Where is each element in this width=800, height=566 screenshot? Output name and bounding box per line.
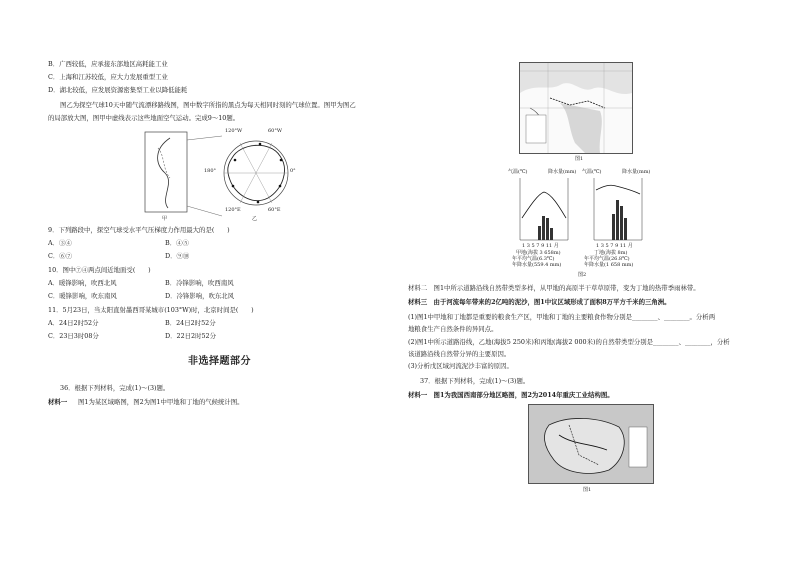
right-rain-axis: 降水量(mm) bbox=[622, 169, 651, 175]
q9-option-a: A．③④ bbox=[48, 239, 72, 247]
yi-point bbox=[279, 185, 282, 188]
right-avg-temp: 年平均气温(26.8℃) bbox=[584, 256, 630, 262]
balloon-figure bbox=[140, 128, 300, 226]
rain-bar bbox=[624, 218, 627, 240]
q9-option-d: D．⑨⑩ bbox=[165, 252, 190, 260]
fig37-caption: 图1 bbox=[583, 487, 592, 493]
q36-2-line-2: 该道路沿线自然带分异的主要原因。 bbox=[408, 350, 511, 358]
question-9: 9．下列路段中，探空气球受水平气压梯度力作用最大的是( ) bbox=[48, 226, 230, 234]
right-chart-svg bbox=[582, 176, 654, 248]
map-land-north bbox=[520, 63, 632, 94]
rain-bar bbox=[550, 228, 553, 240]
rain-bar bbox=[542, 216, 545, 240]
q11-option-d: D．22日2时52分 bbox=[165, 332, 217, 340]
q36-1-line-1: (1)图1中甲地和丁地都是重要的粮食生产区，甲地和丁地的主要粮食作物分别是________、________。分析两 bbox=[408, 313, 716, 321]
yi-point bbox=[234, 159, 237, 162]
q11-option-c: C．23日3时08分 bbox=[48, 332, 99, 340]
left-chart-svg bbox=[508, 176, 580, 248]
option-c-prev: C．上海和江苏较低，应大力发展重型工业 bbox=[48, 73, 168, 81]
option-b-prev: B．广西较低，应承接东部地区高耗能工业 bbox=[48, 60, 168, 68]
zoom-line-bottom bbox=[187, 206, 222, 216]
option-d-prev: D．湖北较低，应发展资源密集型工业以降低能耗 bbox=[48, 86, 188, 94]
climate-chart-right bbox=[582, 168, 654, 268]
q10-option-a: A．暖锋影响，吹西北风 bbox=[48, 279, 117, 287]
right-temp-axis: 气温(℃) bbox=[582, 169, 602, 175]
rain-bar bbox=[538, 226, 541, 240]
left-place: 甲地(海拔 3 658m) bbox=[516, 250, 561, 256]
material-2: 材料二 图1中所示道路沿线自然带类型多样，从甲地的高原半干草草原带，变为丁地的热带季雨林带。 bbox=[408, 284, 700, 292]
label-60w: 60°W bbox=[268, 128, 283, 134]
material-37: 材料一 图1为我国西南部分地区略图，图2为2014年重庆工业结构图。 bbox=[408, 391, 614, 399]
material-1-label: 材料一 bbox=[48, 398, 68, 406]
jia-dashed bbox=[158, 148, 170, 178]
yi-point bbox=[280, 159, 283, 162]
left-rain-axis: 降水量(mm) bbox=[548, 169, 577, 175]
q11-option-a: A．24日2时52分 bbox=[48, 319, 99, 327]
material-1-text: 图1为某区域略图，图2为图1中甲地和丁地的气候统计图。 bbox=[78, 398, 244, 406]
intro-line-2: 的局部放大图，图甲中虚线表示这些地面空气运动。完成9～10题。 bbox=[48, 114, 240, 122]
climate-chart-left bbox=[508, 168, 580, 268]
q9-option-b: B．④⑤ bbox=[165, 239, 189, 247]
q9-option-c: C．⑥⑦ bbox=[48, 252, 73, 260]
fig1-caption: 图1 bbox=[575, 156, 584, 162]
map-legend bbox=[629, 427, 647, 467]
rain-bar bbox=[620, 206, 623, 240]
label-120w: 120°W bbox=[225, 128, 243, 134]
label-jia: 甲 bbox=[162, 216, 168, 222]
label-120e: 120°E bbox=[225, 207, 241, 213]
label-60e: 60°E bbox=[268, 207, 281, 213]
label-yi: 乙 bbox=[252, 216, 258, 222]
label-0: 0° bbox=[290, 168, 296, 174]
region-map-svg bbox=[520, 63, 632, 153]
rain-bar bbox=[612, 214, 615, 240]
material-3: 材料三 由于河流每年带来的2亿吨的泥沙，图1中议区域形成了面积8万平方千米的三角洲。 bbox=[408, 298, 671, 306]
section-title: 非选择题部分 bbox=[188, 356, 251, 367]
yi-point bbox=[232, 185, 235, 188]
jia-path bbox=[158, 138, 170, 208]
right-place: 丁地(海拔 8m) bbox=[594, 250, 628, 256]
question-37: 37．根据下列材料，完成(1)～(3)题。 bbox=[420, 377, 530, 385]
question-11: 11．5月23日，当太阳直射墨西哥某城市(103°W)时，北京时间是( ) bbox=[48, 306, 254, 314]
right-annual-rain: 年降水量(1 658 mm) bbox=[584, 262, 634, 268]
left-temp-axis: 气温(℃) bbox=[508, 169, 528, 175]
q10-option-d: D．冷锋影响，吹东北风 bbox=[165, 292, 235, 300]
map-legend bbox=[526, 115, 546, 143]
yi-point bbox=[259, 143, 262, 146]
q36-1-line-2: 地粮食生产自然条件的异同点。 bbox=[408, 325, 498, 333]
q36-2-line-1: (2)图1中所示道路沿线，乙地(海拔5 250米)和丙地(海拔2 000米)的自然带类型分别是________、________，分析 bbox=[408, 338, 730, 346]
temp-curve bbox=[522, 192, 566, 218]
q10-option-c: C．暖锋影响，吹东南风 bbox=[48, 292, 117, 300]
q36-3: (3)分析戊区域河流泥沙丰富的原因。 bbox=[408, 362, 513, 370]
region-map bbox=[519, 62, 633, 154]
zoom-line-top bbox=[187, 136, 222, 140]
rain-bar bbox=[616, 200, 619, 240]
left-months: 1 3 5 7 9 11 月 bbox=[522, 243, 559, 249]
southwest-map bbox=[528, 404, 654, 484]
map-peninsula bbox=[560, 103, 602, 153]
right-months: 1 3 5 7 9 11 月 bbox=[596, 243, 633, 249]
intro-line-1: 图乙为探空气球10天中随气流漂移路线图，图中数字所指的黑点为每天相同时刻的气球位置。图甲为图乙 bbox=[60, 101, 356, 109]
q10-option-b: B．冷锋影响，吹西南风 bbox=[165, 279, 234, 287]
temp-curve bbox=[596, 185, 640, 194]
yi-point bbox=[257, 201, 260, 204]
jia-frame bbox=[145, 132, 187, 212]
label-180: 180° bbox=[204, 168, 217, 174]
question-10: 10．图中⑦④两点间近地面受( ) bbox=[48, 266, 151, 274]
q11-option-b: B．24日2时52分 bbox=[165, 319, 216, 327]
question-36: 36．根据下列材料，完成(1)～(3)题。 bbox=[60, 384, 170, 392]
left-annual-rain: 年降水量(559.4 mm) bbox=[512, 262, 562, 268]
rain-bar bbox=[546, 218, 549, 240]
left-avg-temp: 年平均气温(6.3℃) bbox=[512, 256, 555, 262]
fig2-caption: 图2 bbox=[578, 272, 587, 278]
southwest-map-svg bbox=[529, 405, 653, 483]
